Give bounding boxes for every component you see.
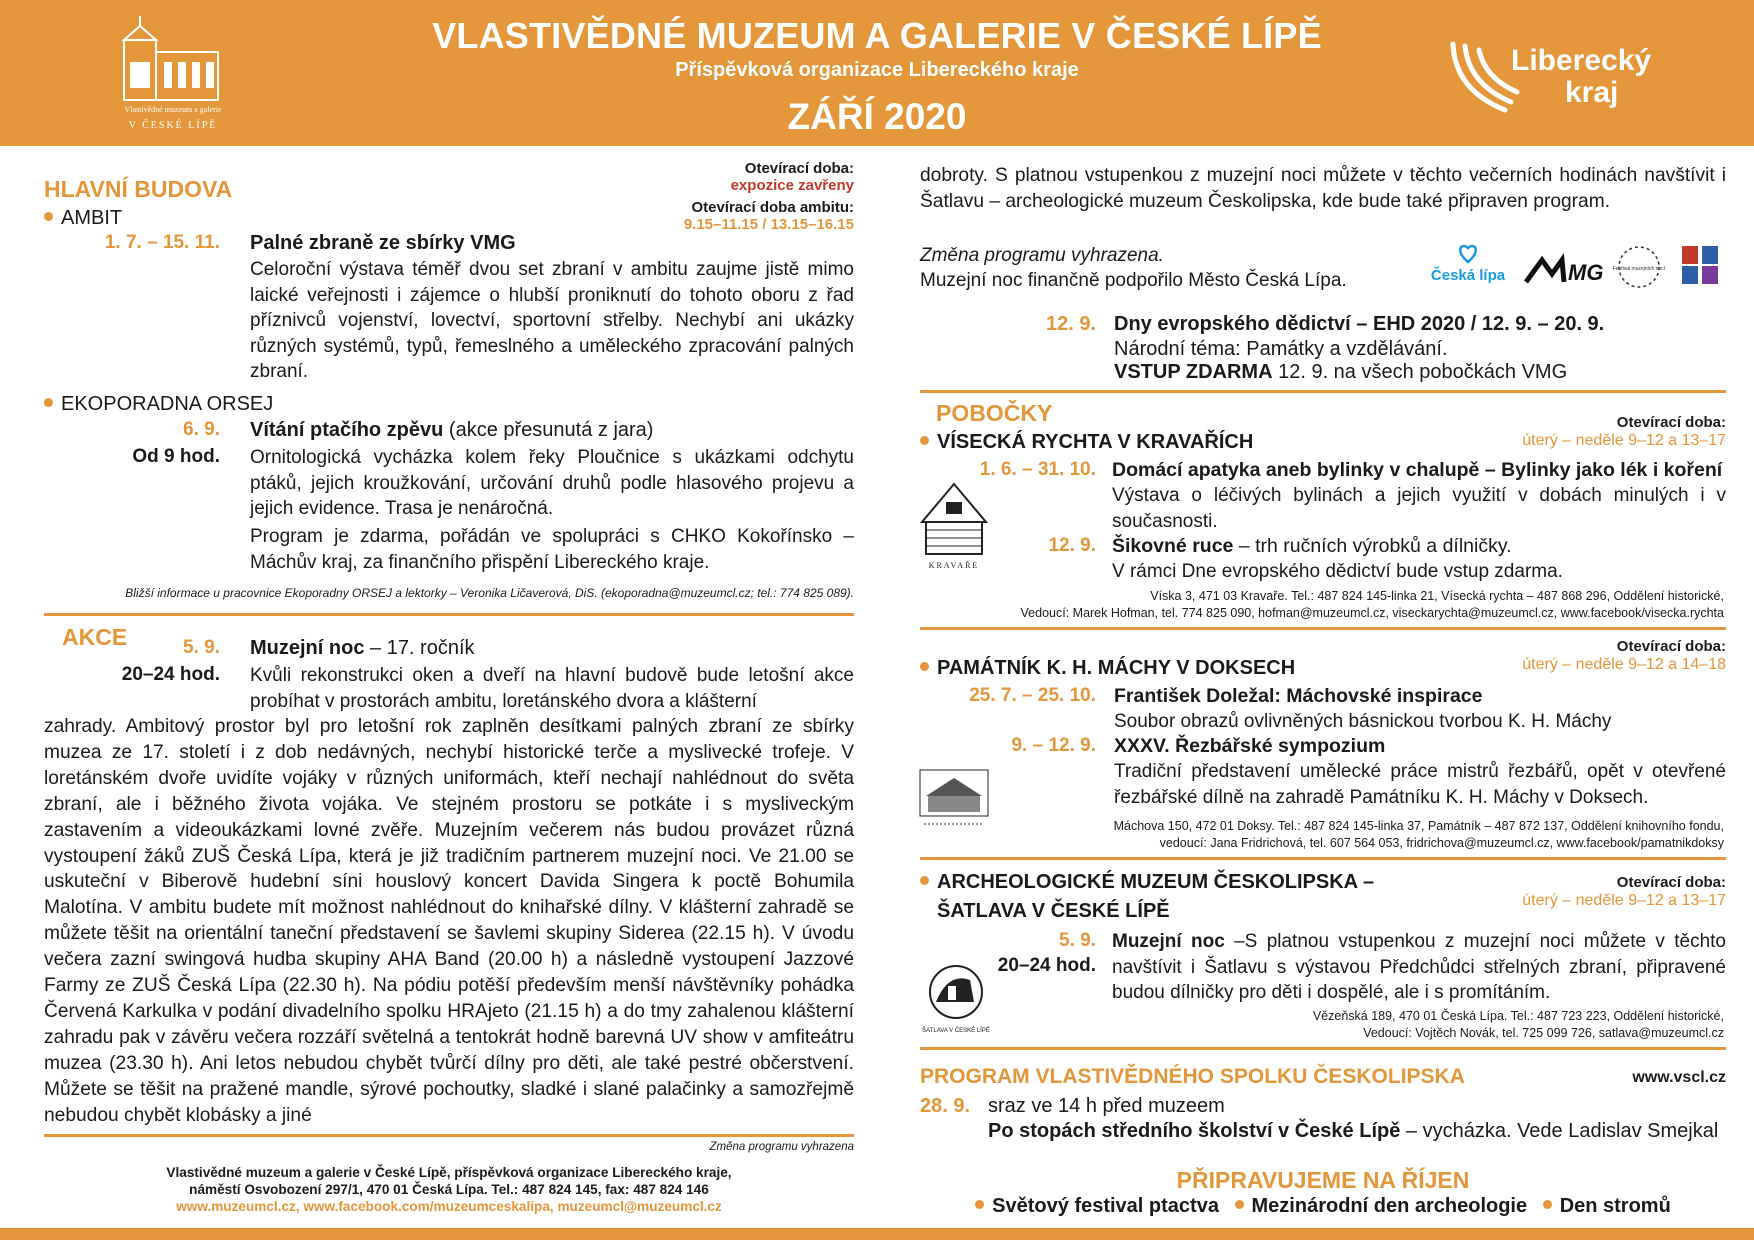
arch-date: 5. 9. [1059, 930, 1096, 951]
sponsor2-text: MG [1568, 260, 1604, 285]
visecka-hours: úterý – neděle 9–12 a 13–17 [1522, 432, 1726, 449]
ehd-date: 12. 9. [1045, 313, 1096, 335]
subsection-ambit [44, 207, 122, 230]
arch-hours: úterý – neděle 9–12 a 13–17 [1522, 892, 1726, 909]
header-banner [0, 0, 1754, 146]
visecka-address [920, 588, 1724, 622]
subsection-ekoporadna [44, 393, 273, 416]
bullet-icon [1543, 1200, 1552, 1209]
eko-text2: Program je zdarma, pořádán ve spolupráci s CHKO Kokořínsko – Máchův kraj, za finančního přispění Libereckého kraje. [250, 526, 854, 573]
arch-name2: ŠATLAVA V ČESKÉ LÍPĚ [937, 900, 1170, 922]
ambit-opening-label: Otevírací doba ambitu: [691, 199, 854, 216]
ambit-opening-value: 9.15–11.15 / 13.15–16.15 [683, 216, 854, 233]
logo-right-line2: kraj [1565, 76, 1619, 109]
divider [44, 1134, 854, 1137]
month-title: ZÁŘÍ 2020 [787, 96, 967, 137]
macha-text2: Tradiční představení umělecké práce mistrů řezbářů, opět v otevřené řezbářské dílně na zahradě Památníku K. H. Máchy v Doksech. [1114, 761, 1726, 808]
spolek-line1: sraz ve 14 h před muzeem [988, 1095, 1225, 1117]
eko-title-line [250, 418, 653, 444]
bullet-icon [1235, 1200, 1244, 1209]
visecka-text2: V rámci Dne evropského dědictví bude vstup zdarma. [1112, 561, 1563, 582]
ehd-title: Dny evropského dědictví – EHD 2020 / 12. 9. – 20. 9. [1114, 313, 1605, 335]
divider [920, 1047, 1726, 1050]
akce-text-indent: Kvůli rekonstrukci oken a dveří na hlavní budově bude letošní akce probíhat v prostorách ambitu, loretánského dvora a klášterní [250, 665, 854, 712]
visecka-text1: Výstava o léčivých bylinách a jejich využití v dobách minulých i v současnosti. [1112, 485, 1726, 532]
bullet-icon [920, 662, 929, 671]
sponsor3-text: Festival muzejních nocí [1612, 266, 1666, 272]
page-title: VLASTIVĚDNÉ MUZEUM A GALERIE V ČESKÉ LÍPĚ [432, 15, 1322, 56]
section-pobocky: POBOČKY [936, 400, 1053, 426]
regional-logo [1680, 244, 1720, 286]
divider [920, 627, 1726, 630]
museum-logo [108, 12, 238, 134]
divider [44, 613, 854, 616]
macha-name-line [920, 657, 1295, 680]
divider [920, 390, 1726, 393]
visecka-opening-label: Otevírací doba: [1616, 414, 1726, 431]
eko-title-note: (akce přesunutá z jara) [443, 419, 654, 441]
macha-title1: František Doležal: Máchovské inspirace [1114, 685, 1483, 707]
spolek-web: www.vscl.cz [1632, 1069, 1726, 1086]
footer-contacts [44, 1164, 854, 1215]
arch-text-line [1112, 929, 1726, 1006]
arch-address [920, 1008, 1724, 1042]
page-subtitle: Příspěvková organizace Libereckého kraje [675, 59, 1079, 81]
rijen-item: Světový festival ptactva [992, 1195, 1219, 1217]
sponsor1-text: Česká lípa [1430, 267, 1506, 284]
arch-opening-label: Otevírací doba: [1616, 874, 1726, 891]
visecka-name: VÍSECKÁ RYCHTA V KRAVAŘÍCH [937, 431, 1254, 453]
footer-line3: www.muzeumcl.cz, www.facebook.com/muzeumceskalipa, muzeumcl@muzeumcl.cz [176, 1199, 722, 1214]
bullet-icon [975, 1200, 984, 1209]
arch-name-block [920, 868, 1374, 926]
visecka-name-line [920, 431, 1253, 454]
visecka-addr2: Vedoucí: Marek Hofman, tel. 774 825 090, hofman@muzeumcl.cz, viseckarychta@muzeumcl.cz, www.facebook/visecka.rychta [1020, 606, 1724, 620]
rijen-title: PŘIPRAVUJEME NA ŘÍJEN [1176, 1167, 1470, 1193]
arch-time: 20–24 hod. [997, 955, 1096, 976]
liberecky-kraj-logo [1445, 40, 1652, 118]
ehd-theme: Národní téma: Památky a vzdělávání. [1114, 338, 1448, 360]
section-hlavni-budova: HLAVNÍ BUDOVA [44, 176, 233, 202]
visecka-date2: 12. 9. [1048, 535, 1096, 556]
eko-title: Vítání ptačího zpěvu [250, 419, 444, 441]
spolek-line2-bold: Po stopách středního školství v České Lípě [988, 1120, 1401, 1142]
rijen-list [920, 1195, 1726, 1218]
visecka-date1: 1. 6. – 31. 10. [979, 459, 1096, 480]
akce-date: 5. 9. [183, 637, 220, 658]
macha-date2: 9. – 12. 9. [1011, 735, 1096, 756]
ehd-free-line [1114, 360, 1567, 386]
satlava-logo-text: ŠATLAVA V ČESKÉ LÍPĚ [922, 1028, 990, 1034]
rijen-item: Mezinárodní den archeologie [1251, 1195, 1528, 1217]
arch-addr2: Vedoucí: Vojtěch Novák, tel. 725 099 726, satlava@muzeumcl.cz [1363, 1026, 1724, 1040]
visecka-title2-rest: – trh ručních výrobků a dílničky. [1233, 535, 1512, 557]
akce-time: 20–24 hod. [121, 664, 220, 685]
divider [920, 857, 1726, 860]
cont-support: Muzejní noc finančně podpořilo Město Česká Lípa. [920, 270, 1347, 291]
bullet-icon [44, 398, 53, 407]
footer-line2: náměstí Osvobození 297/1, 470 01 Česká Lípa. Tel.: 487 824 145, fax: 487 824 146 [189, 1182, 709, 1197]
akce-title-line [250, 636, 475, 662]
bullet-icon [920, 876, 929, 885]
opening-label: Otevírací doba: [744, 160, 854, 177]
cont-zmena: Změna programu vyhrazena. [920, 245, 1164, 266]
ambit-text: Celoroční výstava téměř dvou set zbraní v ambitu zaujme jistě mimo laické veřejnosti i zájemce o hlubší proniknutí do tohoto oboru z řad příznivců vojenství, lovectví, sportovní střelby. Nechybí ani ukázky různých systémů, typů, řemeslného a uměleckého zpracování palných zbraní. [250, 259, 854, 382]
logo-right-line1: Liberecký [1511, 44, 1652, 77]
spolek-line2 [988, 1119, 1718, 1145]
visecka-rychta-logo [918, 482, 990, 574]
akce-title-note: – 17. ročník [364, 637, 475, 659]
zmena-note: Změna programu vyhrazena [709, 1141, 854, 1153]
festival-logo [1612, 244, 1666, 290]
macha-name: PAMÁTNÍK K. H. MÁCHY V DOKSECH [937, 657, 1296, 679]
visecka-title1: Domácí apatyka aneb bylinky v chalupě – Bylinky jako lék i koření [1112, 459, 1723, 481]
eko-info: Bližší informace u pracovnice Ekoporadny ORSEJ a lektorky – Veronika Ličaverová, DiS. (ekoporadna@muzeumcl.cz; tel.: 774 825 089). [125, 586, 854, 600]
logo-city-text: V ČESKÉ LÍPĚ [128, 120, 218, 131]
ambit-label: AMBIT [61, 207, 123, 229]
bullet-icon [920, 436, 929, 445]
footer-line1: Vlastivědné muzeum a galerie v České Lípě, příspěvková organizace Libereckého kraje, [166, 1165, 732, 1180]
spolek-title: PROGRAM VLASTIVĚDNÉHO SPOLKU ČESKOLIPSKA [920, 1065, 1465, 1088]
macha-title2: XXXV. Řezbářské sympozium [1114, 735, 1386, 757]
footer-bar [0, 1228, 1754, 1240]
visecka-title2-line [1112, 534, 1512, 560]
rijen-item: Den stromů [1559, 1195, 1671, 1217]
macha-address [920, 818, 1724, 852]
section-akce: AKCE [62, 624, 128, 650]
ceska-lipa-logo [1422, 244, 1514, 286]
visecka-title2: Šikovné ruce [1112, 535, 1234, 557]
mg-logo [1524, 252, 1604, 286]
macha-text1: Soubor obrazů ovlivněných básnickou tvorbou K. H. Máchy [1114, 711, 1612, 732]
macha-hours: úterý – neděle 9–12 a 14–18 [1522, 656, 1726, 673]
opening-value: expozice zavřeny [730, 177, 854, 194]
ambit-title: Palné zbraně ze sbírky VMG [250, 232, 516, 254]
spolek-date: 28. 9. [920, 1095, 971, 1117]
ekoporadna-label: EKOPORADNA ORSEJ [61, 393, 274, 415]
ehd-free-bold: VSTUP ZDARMA [1114, 361, 1273, 383]
ehd-free-rest: 12. 9. na všech pobočkách VMG [1272, 361, 1568, 383]
macha-date1: 25. 7. – 25. 10. [969, 685, 1096, 706]
macha-addr2: vedoucí: Jana Fridrichová, tel. 607 564 053, fridrichova@muzeumcl.cz, www.facebook/pamatnikdoksy [1159, 836, 1724, 850]
arch-text: –S platnou vstupenkou z muzejní noci můžete v těchto navštívit i Šatlavu s výstavou Předchůdci střelných zbraní, připravené budou dílničky pro děti i dospělé, ale i s promítáním. [1112, 931, 1726, 1003]
arch-addr1: Vězeňská 189, 470 01 Česká Lípa. Tel.: 487 723 223, Oddělení historické, [1312, 1009, 1724, 1023]
logo-small-text: Vlastivědné muzeum a galerie [124, 105, 222, 114]
eko-date: 6. 9. [183, 419, 220, 440]
bullet-icon [44, 212, 53, 221]
visecka-addr1: Víska 3, 471 03 Kravaře. Tel.: 487 824 145-linka 21, Vísecká rychta – 487 868 296, Oddělení historické, [1150, 589, 1724, 603]
akce-text: zahrady. Ambitový prostor byl pro letošní rok zaplněn desítkami palných zbraní ze sbírky muzea ze 17. století i z dob nedávných, nechybí historické terče a myslivecké trofeje. V loretánském dvoře uvidíte vojáky v různých uniformách, kteří nechají nahlédnout do světa zbraní, ale i běžného života vojáka. Ve stejném prostoru se potkáte i s mysliveckým zastavením a videoukázkami lovné zvěře. Muzejním večerem nás budou provázet různá vystoupení žáků ZUŠ Česká Lípa, která je již tradičním partnerem muzejní noci. Ve 21.00 se uskuteční v Biberově hudební síni houslový koncert Davida Singera k poctě Bohumila Malotína. V ambitu budete mít možnost nahlédnout do knihařské dílny. V klášterní zahradě se můžete těšit na orientální taneční představení se šavlemi skupiny Siderea (22.15 h). V úvodu večera zazní swingová hudba skupiny AHA Band (20.00 h) a následně vystoupení Jazzové Farmy ze ZUŠ Česká Lípa (22.30 h). Na pódiu potěší především menší návštěvníky pohádka Červená Karkulka v podání divadelního spolku HRAjeto (21.15 h) a do tmy zahalenou klášterní zahradu pak v závěru večera rozzáří světelná a tentokrát hodně barevná UV show v amfiteátru muzea (23.30 h). Ani letos nebudou chybět tvůrčí dílny pro děti, ale také pestré občerstvení. Můžete se těšit na pražené mandle, sýrové pochoutky, sladké i slané palačinky a samozřejmě nebudou chybět klobásky a jiné [44, 716, 854, 1126]
arch-title: Muzejní noc [1112, 931, 1225, 952]
spolek-line2-rest: – vycházka. Vede Ladislav Smejkal [1400, 1120, 1719, 1142]
macha-addr1: Máchova 150, 472 01 Doksy. Tel.: 487 824 145-linka 37, Památník – 487 872 137, Oddělení knihovního fondu, [1113, 819, 1724, 833]
visecka-logo-text: KRAVAŘE [928, 561, 980, 570]
macha-opening-label: Otevírací doba: [1616, 638, 1726, 655]
continued-text: dobroty. S platnou vstupenkou z muzejní noci můžete v těchto večerních hodinách navštívit i Šatlavu – archeologické muzeum Českolipska, kde bude také připraven program. [920, 165, 1726, 212]
eko-time: Od 9 hod. [132, 446, 220, 467]
eko-text1: Ornitologická vycházka kolem řeky Ploučnice s ukázkami odchytu ptáků, jejich kroužkování, určování druhů podle hlasového projevu a jejich evidence. Trasa je nenáročná. [250, 447, 854, 519]
akce-title: Muzejní noc [250, 637, 365, 659]
ambit-date: 1. 7. – 15. 11. [104, 232, 220, 253]
arch-name1: ARCHEOLOGICKÉ MUZEUM ČESKOLIPSKA – [937, 871, 1375, 893]
